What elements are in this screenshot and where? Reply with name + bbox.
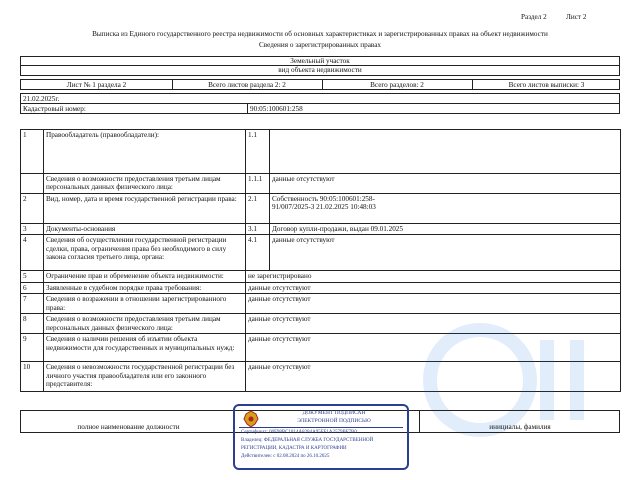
row-value: данные отсутствуют [246,314,621,334]
stamp-owner2: РЕГИСТРАЦИИ, КАДАСТРА И КАРТОГРАФИИ [241,446,347,451]
row-subnumber: 1.1.1 [246,174,270,194]
row-value: данные отсутствуют [270,235,621,271]
row-label: Правообладатель (правообладатели): [44,130,246,174]
table-row [21,194,621,224]
row-label: Ограничение прав и обременение объекта недвижимости: [44,271,246,282]
sheet-label: Лист 2 [566,13,587,21]
stamp-cert: Сертификат: 00F98BC1814A8284A95FF1A2579BF7B0 [241,430,357,435]
row-value: Договор купли-продажи, выдан 09.01.2025 [270,224,621,235]
watermark-logo-icon [420,300,620,460]
table-row [21,271,621,282]
row-subnumber: 1.1 [246,130,270,174]
position-label: полное наименование должности [77,423,180,431]
table-row [21,224,621,235]
row-subnumber: 2.1 [246,194,270,224]
row-label: Сведения о возражении в отношении зарегистрированного права: [44,294,246,314]
row-value: данные отсутствуют [270,174,621,194]
row-number [21,174,44,194]
object-kind-label: вид объекта недвижимости [278,66,362,74]
row-label: Сведения о наличии решения об изъятии объекта недвижимости для государственных и муниципальных нужд: [44,334,246,362]
row-number: 8 [21,314,44,334]
object-name: Земельный участок [290,57,350,65]
sheet-of-section: Лист № 1 раздела 2 [66,81,127,89]
stamp-line1: ДОКУМЕНТ ПОДПИСАН [302,410,366,416]
extract-date: 21.02.2025г. [23,95,60,103]
sections-total: Всего разделов: 2 [370,81,424,89]
row-number: 3 [21,224,44,235]
row-number: 2 [21,194,44,224]
row-value: не зарегистрировано [246,271,621,282]
sheets-total: Всего листов выписки: 3 [508,81,585,89]
row-number: 4 [21,235,44,271]
row-number: 5 [21,271,44,282]
table-row [21,130,621,174]
emblem-icon [243,410,259,428]
document-title: Выписка из Единого государственного реестра недвижимости об основных характеристиках и зарегистрированных правах на объект недвижимости [92,30,548,38]
sheet-row [20,79,620,90]
table-row [21,174,621,194]
row-number: 10 [21,362,44,392]
row-label: Вид, номер, дата и время государственной регистрации права: [44,194,246,224]
row-number: 6 [21,282,44,293]
row-label: Сведения о невозможности государственной регистрации без личного участия правообладателя или его законного представителя: [44,362,246,392]
row-value: данные отсутствуют [246,294,621,314]
section-label: Раздел 2 [521,13,547,21]
object-block [20,56,620,76]
document-subtitle: Сведения о зарегистрированных правах [258,41,382,49]
name-label: инициалы, фамилия [489,423,551,431]
row-subnumber: 3.1 [246,224,270,235]
row-value: данные отсутствуют [246,362,621,392]
sheets-in-section: Всего листов раздела 2: 2 [208,81,286,89]
electronic-signature-stamp [233,404,409,470]
row-value: данные отсутствуют [246,334,621,362]
row-label: Сведения о возможности предоставления третьим лицам персональных данных физического лица: [44,174,246,194]
table-row [21,235,621,271]
row-value: Собственность 90:05:100601:258-91/007/2025-3 21.02.2025 10:48:03 [270,194,621,224]
table-row [21,282,621,293]
row-number: 1 [21,130,44,174]
row-number: 9 [21,334,44,362]
row-label: Сведения о возможности предоставления третьим лицам персональных данных физического лица: [44,314,246,334]
row-value: данные отсутствуют [246,282,621,293]
row-subnumber: 4.1 [246,235,270,271]
row-label: Заявленные в судебном порядке права требования: [44,282,246,293]
date-cadastral-block [20,93,620,114]
row-value [270,130,621,174]
stamp-owner1: Владелец: ФЕДЕРАЛЬНАЯ СЛУЖБА ГОСУДАРСТВЕННОЙ [241,438,374,443]
cadastral-label: Кадастровый номер: [23,105,86,113]
row-label: Документы-основания [44,224,246,235]
stamp-line2: ЭЛЕКТРОННОЙ ПОДПИСЬЮ [297,418,371,424]
cadastral-number: 90:05:100601:258 [250,105,303,113]
row-label: Сведения об осуществлении государственной регистрации сделки, права, ограничения права без необходимого в силу закона согласия третьего лица, органа: [44,235,246,271]
row-number: 7 [21,294,44,314]
stamp-valid: Действителен: с 02.08.2024 по 26.10.2025 [241,454,330,459]
